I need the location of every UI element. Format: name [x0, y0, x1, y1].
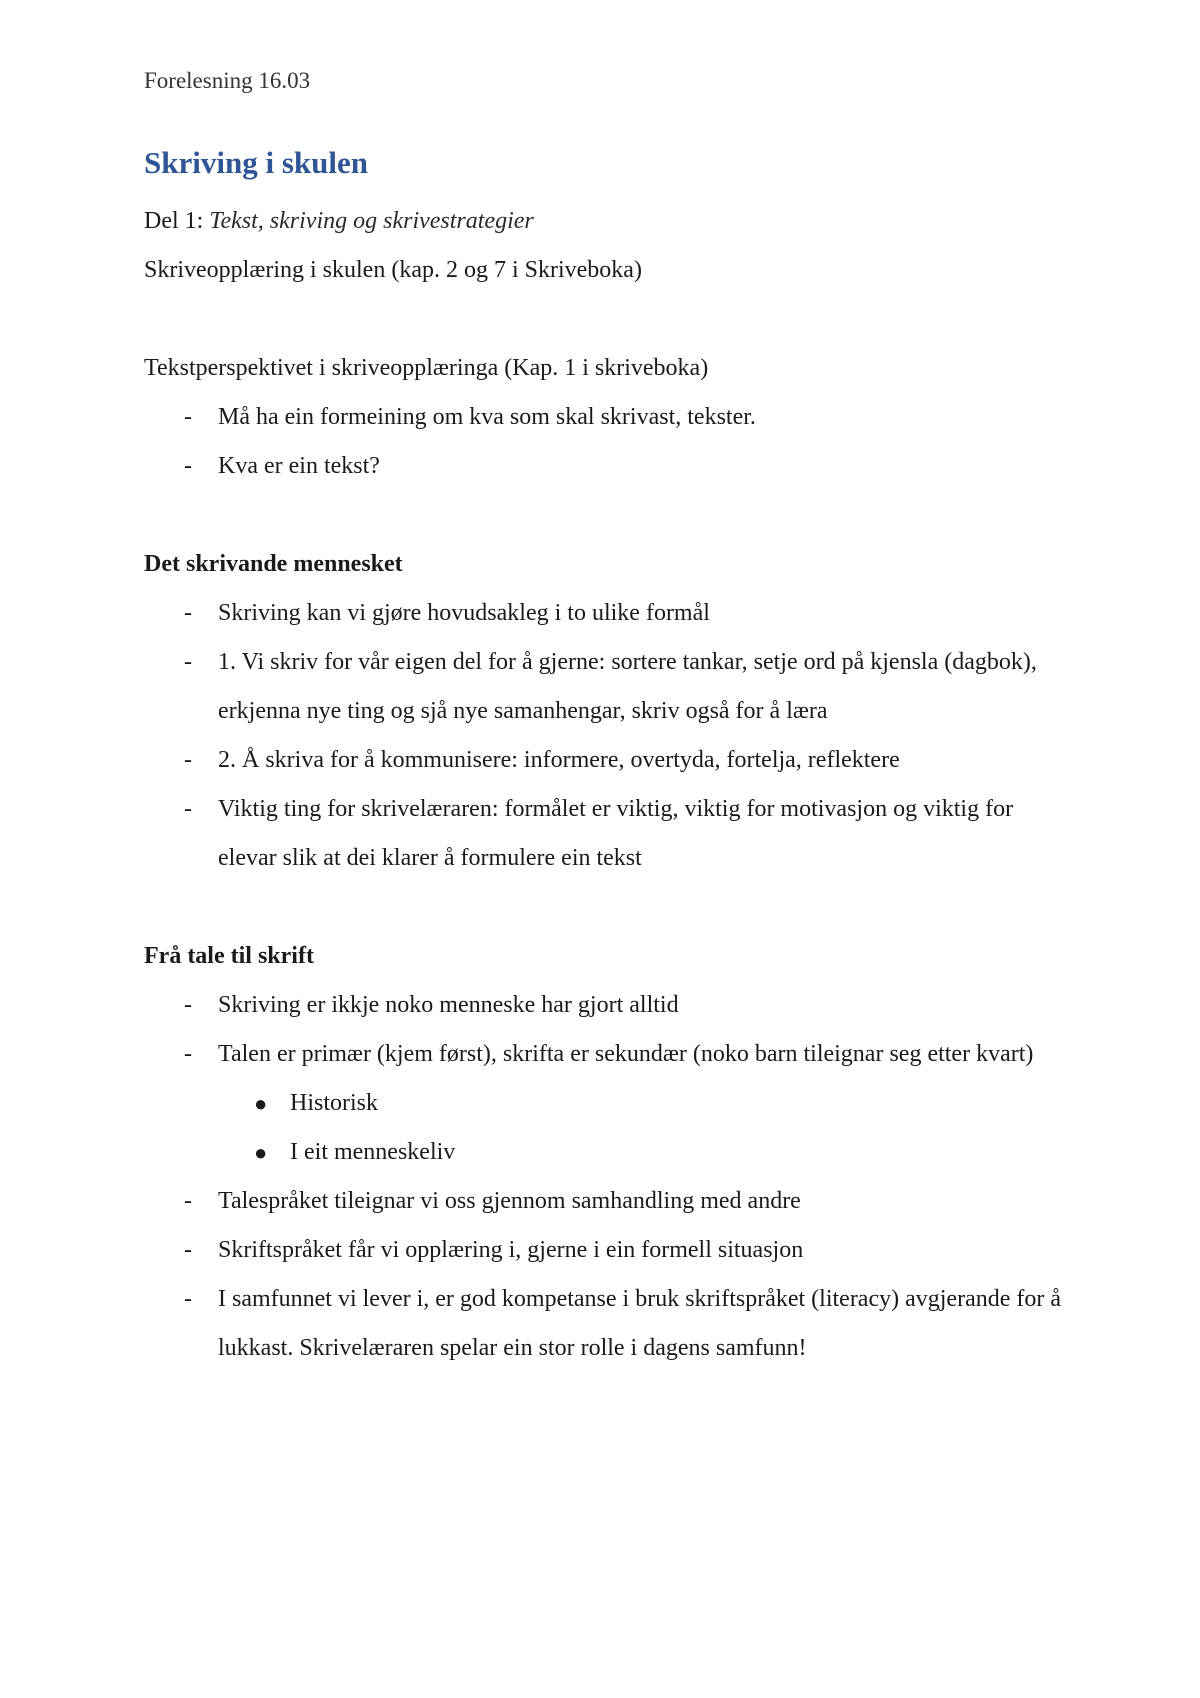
list-item [144, 1030, 1064, 1079]
document-page [144, 66, 1064, 1373]
list-item-text: I samfunnet vi lever i, er god kompetanse i bruk skriftspråket (literacy) avgjerande for å lukkast. Skrivelæraren spelar ein stor rolle i dagens samfunn! [218, 1286, 1062, 1361]
list-item-text: Må ha ein formeining om kva som skal skrivast, tekster. [218, 404, 756, 430]
del-italic-text: Tekst, skriving og skrivestrategier [209, 208, 534, 234]
list-item [144, 638, 1064, 736]
list-item-text: 2. Å skriva for å kommunisere: informere, overtyda, fortelja, reflektere [218, 747, 900, 773]
bullet-icon: ● [254, 1140, 268, 1165]
section1-heading: Tekstperspektivet i skriveopplæringa (Kap. 1 i skriveboka) [144, 355, 709, 381]
dash-marker: - [184, 1041, 192, 1067]
list-item [144, 589, 1064, 638]
list-item [144, 981, 1064, 1030]
list-item-text: Kva er ein tekst? [218, 453, 380, 479]
sub-list-item-text: I eit menneskeliv [290, 1139, 456, 1165]
dash-marker: - [184, 747, 192, 773]
list-item [144, 393, 1064, 442]
dash-marker: - [184, 1286, 192, 1312]
list-item-text: Skriving kan vi gjøre hovudsakleg i to ulike formål [218, 600, 710, 626]
list-item-text: Skriving er ikkje noko menneske har gjort alltid [218, 992, 679, 1018]
dash-marker: - [184, 796, 192, 822]
section2-heading: Det skrivande mennesket [144, 551, 403, 577]
list-item [144, 785, 1064, 883]
section3-heading: Frå tale til skrift [144, 943, 314, 969]
del-label: Del 1: [144, 208, 210, 234]
list-item [144, 442, 1064, 491]
bullet-icon: ● [254, 1091, 268, 1116]
dash-marker: - [184, 404, 192, 430]
sub-list-item-text: Historisk [290, 1090, 379, 1116]
list-item [144, 1275, 1064, 1373]
section2-list [144, 589, 1064, 883]
list-item-text: Skriftspråket får vi opplæring i, gjerne i ein formell situasjon [218, 1237, 804, 1263]
section1-list [144, 393, 1064, 491]
section3-list-a [144, 981, 1064, 1079]
intro-line-2: Skriveopplæring i skulen (kap. 2 og 7 i Skriveboka) [144, 257, 642, 283]
list-item [144, 1226, 1064, 1275]
dash-marker: - [184, 600, 192, 626]
list-item-text: Talen er primær (kjem først), skrifta er sekundær (noko barn tileignar seg etter kvart) [218, 1041, 1034, 1067]
list-item-text: Viktig ting for skrivelæraren: formålet er viktig, viktig for motivasjon og viktig for elevar slik at dei klarer å formulere ein tekst [218, 796, 1014, 871]
list-item [144, 736, 1064, 785]
document-title: Skriving i skulen [144, 145, 368, 180]
list-item-text: 1. Vi skriv for vår eigen del for å gjerne: sortere tankar, setje ord på kjensla (dagbok), erkjenna nye ting og sjå nye samanhengar, skriv også for å læra [218, 649, 1037, 724]
spacer [144, 491, 1064, 540]
dash-marker: - [184, 649, 192, 675]
spacer [144, 883, 1064, 932]
dash-marker: - [184, 453, 192, 479]
intro-del-line [144, 197, 1064, 246]
dash-marker: - [184, 992, 192, 1018]
sub-list-item [144, 1079, 1064, 1128]
dash-marker: - [184, 1188, 192, 1214]
list-item-text: Talespråket tileignar vi oss gjennom samhandling med andre [218, 1188, 801, 1214]
sub-list-item [144, 1128, 1064, 1177]
list-item [144, 1177, 1064, 1226]
dash-marker: - [184, 1237, 192, 1263]
section3-sublist [144, 1079, 1064, 1177]
spacer [144, 295, 1064, 344]
page-header: Forelesning 16.03 [144, 68, 311, 93]
section3-list-b [144, 1177, 1064, 1373]
